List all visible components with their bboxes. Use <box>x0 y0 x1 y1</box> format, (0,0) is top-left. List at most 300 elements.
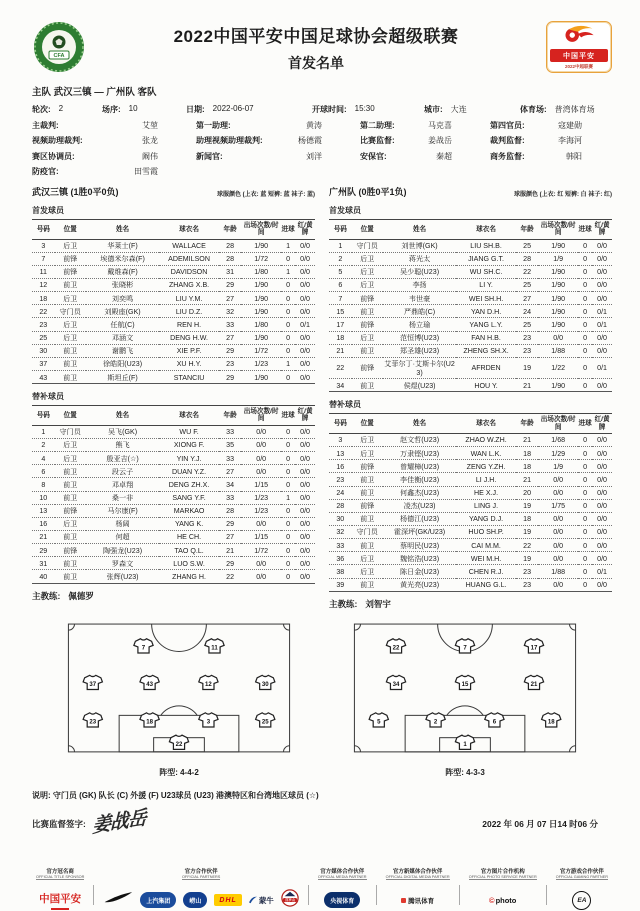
column-header: 号码 <box>329 414 352 434</box>
player-cell: 前卫 <box>352 486 383 499</box>
info-field <box>196 151 352 162</box>
player-cell: 1/90 <box>241 278 281 291</box>
away-coach-name: 刘智宇 <box>365 598 391 609</box>
column-header: 姓名 <box>383 414 457 434</box>
nike-swoosh-icon <box>103 892 133 904</box>
legend-note: 说明: 守门员 (GK) 队长 (C) 外援 (F) U23球员 (U23) 港澳特区和台湾地区球员 (☆) <box>32 790 319 800</box>
player-cell: 0 <box>281 344 295 357</box>
column-header: 姓名 <box>383 220 457 240</box>
player-cell: 0/1 <box>592 565 612 578</box>
player-cell: WU SH.C. <box>456 265 515 278</box>
table-header <box>32 220 315 240</box>
info-row <box>32 135 612 146</box>
player-cell: 0/0 <box>295 557 315 570</box>
player-cell: 1/68 <box>538 433 578 446</box>
sponsor-group <box>469 867 537 911</box>
player-cell: MARKAO <box>159 504 218 517</box>
svg-text:23: 23 <box>89 718 97 726</box>
sponsor-logo-saic-motor: 上汽集团 <box>140 892 176 908</box>
info-value: 2 <box>58 104 64 113</box>
player-cell: WU F. <box>159 425 218 438</box>
player-cell: 前卫 <box>352 305 383 318</box>
player-cell: DUAN Y.Z. <box>159 465 218 478</box>
player-cell: XU H.Y. <box>159 357 218 370</box>
column-header: 球衣名 <box>456 414 515 434</box>
info-value: 张龙 <box>142 136 158 145</box>
player-row <box>329 252 612 265</box>
home-formation <box>62 620 296 778</box>
player-cell: 1/9 <box>538 460 578 473</box>
column-header: 位置 <box>352 220 383 240</box>
player-cell: 1/75 <box>538 499 578 512</box>
player-cell: 0/0 <box>592 486 612 499</box>
player-cell: 前卫 <box>352 512 383 525</box>
player-cell: 0 <box>281 292 295 305</box>
info-value: 杨德霞 <box>298 136 322 145</box>
player-cell: 39 <box>329 578 352 591</box>
home-team-name: 武汉三镇 (1胜0平0负) <box>32 187 119 197</box>
sponsor-category-label: 官方游戏合作伙伴 <box>559 868 604 875</box>
player-cell: 段云子 <box>86 465 160 478</box>
player-cell: REN H. <box>159 318 218 331</box>
player-cell: 前卫 <box>352 344 383 357</box>
player-cell: 后卫 <box>352 278 383 291</box>
player-cell: 0 <box>281 570 295 583</box>
info-label: 裁判监督: <box>490 136 525 145</box>
player-cell: WEI SH.H. <box>456 292 515 305</box>
player-row <box>32 344 315 357</box>
player-row <box>32 478 315 491</box>
away-starters-table <box>329 219 612 392</box>
player-row <box>32 544 315 557</box>
player-cell: 22 <box>329 357 352 378</box>
player-cell: 22 <box>516 265 539 278</box>
player-cell: 0/0 <box>241 438 281 451</box>
svg-text:6: 6 <box>492 718 497 726</box>
player-shirt-icon <box>134 639 153 653</box>
player-row <box>329 278 612 291</box>
player-cell: 1 <box>281 239 295 252</box>
home-coach-name: 佩德罗 <box>68 590 94 601</box>
player-cell: 陶强龙(U23) <box>86 544 160 557</box>
svg-text:37: 37 <box>89 680 97 688</box>
player-cell: 韦世豪 <box>383 292 457 305</box>
player-cell: 杨立瑜 <box>383 318 457 331</box>
info-value: 2022-06-07 <box>212 104 254 113</box>
player-row <box>32 517 315 530</box>
player-cell: 18 <box>516 460 539 473</box>
player-cell: 0/0 <box>538 552 578 565</box>
player-cell: LIU Y.M. <box>159 292 218 305</box>
player-cell: 18 <box>516 512 539 525</box>
player-cell: 0 <box>281 504 295 517</box>
sponsors-strip <box>32 867 612 911</box>
player-cell: HE X.J. <box>456 486 515 499</box>
csl-badge-title: 中国平安 <box>550 49 608 62</box>
info-field <box>32 104 94 115</box>
sponsor-logo-dhl: DHL <box>214 894 241 906</box>
player-cell: 刘奕鸣 <box>86 292 160 305</box>
sponsor-logos-row <box>39 889 81 911</box>
player-cell: 2 <box>329 252 352 265</box>
player-shirt-icon <box>426 713 445 727</box>
player-cell: 0 <box>578 565 592 578</box>
home-formation-label: 阵型: 4-4-2 <box>159 767 199 777</box>
teams-section <box>32 185 612 610</box>
player-row <box>329 265 612 278</box>
player-cell: 28 <box>219 239 242 252</box>
player-cell: 1/72 <box>241 344 281 357</box>
info-field <box>102 104 178 115</box>
player-cell: 1/72 <box>241 252 281 265</box>
info-field <box>186 104 304 115</box>
print-datetime: 2022 年 06 月 07 日14 时06 分 <box>482 818 598 829</box>
player-cell: 2 <box>32 438 55 451</box>
player-cell: 30 <box>329 512 352 525</box>
player-cell: 0/0 <box>538 525 578 538</box>
player-shirt-icon <box>256 713 275 727</box>
away-starters-label: 首发球员 <box>329 206 361 215</box>
player-cell: 0/1 <box>592 318 612 331</box>
player-cell: 21 <box>516 473 539 486</box>
player-cell: 10 <box>32 491 55 504</box>
player-cell: 0/0 <box>295 292 315 305</box>
player-cell: 前卫 <box>55 465 86 478</box>
column-header: 进球 <box>281 406 295 426</box>
player-cell: 0 <box>578 447 592 460</box>
svg-text:12: 12 <box>205 680 212 688</box>
player-shirt-icon <box>524 675 543 689</box>
info-value: 刘洋 <box>306 151 322 161</box>
player-cell: 李佳衡(U23) <box>383 473 457 486</box>
player-cell: 19 <box>516 499 539 512</box>
pitch-svg <box>348 620 582 760</box>
info-row <box>32 120 612 131</box>
player-cell: 21 <box>32 530 55 543</box>
info-value: 李海河 <box>558 136 582 145</box>
column-header: 球衣名 <box>456 220 515 240</box>
player-shirt-icon <box>83 675 102 689</box>
player-cell: 0/0 <box>295 357 315 370</box>
player-cell: LI Y. <box>456 278 515 291</box>
player-cell: 0/0 <box>295 252 315 265</box>
player-cell: 13 <box>32 504 55 517</box>
player-row <box>329 292 612 305</box>
sponsor-logo-laoshan: 崂山 <box>183 892 207 908</box>
info-value: 马克喜 <box>428 120 452 130</box>
home-coach-label: 主教练: <box>32 590 61 601</box>
info-value: 寇建勋 <box>558 120 582 130</box>
player-cell: 霍深坪(GK/U23) <box>383 525 457 538</box>
player-cell: 23 <box>516 331 539 344</box>
player-cell: 36 <box>329 552 352 565</box>
sponsor-logos-row <box>324 889 360 911</box>
info-row <box>32 166 612 177</box>
player-cell: HOU Y. <box>456 379 515 392</box>
player-cell: 0 <box>578 252 592 265</box>
player-cell: 7 <box>329 292 352 305</box>
league-title: 2022中国平安中国足球协会超级联赛 <box>173 26 459 46</box>
player-cell: 32 <box>219 305 242 318</box>
header-row <box>32 220 315 240</box>
home-subs-label: 替补球员 <box>32 392 64 402</box>
player-row <box>32 292 315 305</box>
info-label: 新闻官: <box>196 151 223 161</box>
player-shirt-icon <box>485 713 504 727</box>
away-kit-colors: 球服颜色 (上衣: 红 短裤: 白 袜子: 红) <box>514 192 612 198</box>
player-cell: 万隶铿(U23) <box>383 447 457 460</box>
player-cell: 后卫 <box>55 438 86 451</box>
player-cell: 1 <box>281 357 295 370</box>
player-shirt-icon <box>455 735 474 749</box>
player-row <box>329 512 612 525</box>
player-cell: HE CH. <box>159 530 218 543</box>
player-cell: 3 <box>329 433 352 446</box>
player-cell: 31 <box>219 265 242 278</box>
player-cell: 1/90 <box>241 371 281 384</box>
player-cell: 1/90 <box>241 305 281 318</box>
player-cell: 8 <box>32 478 55 491</box>
player-cell: ADEMILSON <box>159 252 218 265</box>
player-cell: 34 <box>219 478 242 491</box>
player-cell: 0 <box>578 379 592 392</box>
player-cell: 0/0 <box>295 544 315 557</box>
away-coach-label: 主教练: <box>329 598 358 609</box>
player-cell: 前锋 <box>55 265 86 278</box>
column-header: 位置 <box>55 406 86 426</box>
svg-text:百岁山: 百岁山 <box>284 897 295 902</box>
player-cell: 前锋 <box>55 504 86 517</box>
player-cell: 0/0 <box>241 517 281 530</box>
player-cell: 杨阔 <box>86 517 160 530</box>
player-cell: 28 <box>219 504 242 517</box>
sponsor-divider <box>376 885 377 905</box>
player-cell: 0/1 <box>295 318 315 331</box>
player-cell: 前锋 <box>352 460 383 473</box>
player-cell: 0/1 <box>592 357 612 378</box>
player-row <box>32 570 315 583</box>
player-row <box>329 344 612 357</box>
player-cell: 28 <box>219 252 242 265</box>
match-info-block <box>32 104 612 177</box>
player-cell: 28 <box>329 499 352 512</box>
player-cell: 后卫 <box>352 252 383 265</box>
player-cell: 22 <box>516 539 539 552</box>
player-cell: AFRDEN <box>456 357 515 378</box>
player-cell: XIE P.F. <box>159 344 218 357</box>
column-header: 红/黄牌 <box>295 406 315 426</box>
player-cell: 前卫 <box>55 344 86 357</box>
player-cell: 0 <box>281 517 295 530</box>
svg-text:25: 25 <box>261 718 269 726</box>
player-cell: TAO Q.L. <box>159 544 218 557</box>
sponsor-group <box>556 867 608 911</box>
player-cell: 0 <box>578 499 592 512</box>
player-cell: 任航(C) <box>86 318 160 331</box>
player-cell: 19 <box>516 552 539 565</box>
player-row <box>329 331 612 344</box>
player-row <box>32 491 315 504</box>
player-cell: 前卫 <box>352 379 383 392</box>
sponsor-logo-ea: EA <box>572 891 591 910</box>
player-cell: 前卫 <box>352 539 383 552</box>
table-header <box>329 414 612 434</box>
player-cell: 0/0 <box>592 239 612 252</box>
copyright-icon: © <box>489 895 495 905</box>
svg-text:17: 17 <box>530 644 538 652</box>
svg-text:CFA: CFA <box>53 53 65 59</box>
player-cell: LING J. <box>456 499 515 512</box>
player-cell: 0/0 <box>592 265 612 278</box>
info-field <box>312 104 416 115</box>
player-cell: ZHANG X.B. <box>159 278 218 291</box>
sponsor-category-sublabel: OFFICIAL GAMING PARTNER <box>555 874 608 879</box>
player-cell: 19 <box>516 525 539 538</box>
supervisor-signature: 姜战岳 <box>91 806 146 838</box>
player-cell: 后卫 <box>352 552 383 565</box>
player-cell: 守门员 <box>352 525 383 538</box>
player-cell: 前锋 <box>55 544 86 557</box>
player-cell: 18 <box>329 331 352 344</box>
home-team-panel <box>32 185 315 610</box>
player-cell: 40 <box>32 570 55 583</box>
player-cell: 0 <box>578 265 592 278</box>
player-cell: 0/0 <box>295 478 315 491</box>
logo-underbar <box>51 908 69 910</box>
sponsor-logo-ganten <box>281 889 299 911</box>
column-header: 年龄 <box>516 220 539 240</box>
player-cell: CAI M.M. <box>456 539 515 552</box>
player-cell: 守门员 <box>55 425 86 438</box>
table-body <box>32 239 315 384</box>
player-cell: 0/0 <box>538 486 578 499</box>
player-cell: CHEN R.J. <box>456 565 515 578</box>
player-cell: HUANG G.L. <box>456 578 515 591</box>
info-label: 主裁判: <box>32 120 59 130</box>
player-shirt-icon <box>205 639 224 653</box>
player-row <box>329 539 612 552</box>
player-cell: 23 <box>516 344 539 357</box>
player-cell: 张辉(U23) <box>86 570 160 583</box>
sponsor-category-label: 官方新媒体合作伙伴 <box>392 868 443 875</box>
player-cell: LIU D.Z. <box>159 305 218 318</box>
player-shirt-icon <box>199 713 218 727</box>
info-row <box>32 151 612 162</box>
player-cell: YANG L.Y. <box>456 318 515 331</box>
player-cell: 37 <box>32 357 55 370</box>
info-label: 视频助理裁判: <box>32 136 83 145</box>
player-cell: LUO S.W. <box>159 557 218 570</box>
player-cell: 0 <box>578 433 592 446</box>
player-cell: 15 <box>329 305 352 318</box>
info-value: 秦超 <box>436 151 452 161</box>
player-cell: 后卫 <box>55 517 86 530</box>
info-label: 比赛监督: <box>360 136 395 145</box>
player-row <box>329 552 612 565</box>
player-cell: 35 <box>219 438 242 451</box>
player-cell: 0/0 <box>295 331 315 344</box>
player-cell: 0 <box>281 478 295 491</box>
player-cell: 李扬 <box>383 278 457 291</box>
player-cell: 25 <box>32 331 55 344</box>
player-cell: 0 <box>578 305 592 318</box>
info-field <box>32 120 188 131</box>
player-cell: 33 <box>329 539 352 552</box>
player-cell: 13 <box>329 447 352 460</box>
player-cell: 0/0 <box>295 278 315 291</box>
player-shirt-icon <box>83 713 102 727</box>
svg-text:30: 30 <box>261 680 269 688</box>
player-cell: YANG D.J. <box>456 512 515 525</box>
svg-text:7: 7 <box>463 644 467 652</box>
player-cell: 0 <box>281 318 295 331</box>
player-cell: 1/23 <box>241 504 281 517</box>
player-cell: 守门员 <box>352 239 383 252</box>
player-cell: 前卫 <box>55 491 86 504</box>
club-badge-icon <box>32 20 86 74</box>
table-header <box>329 220 612 240</box>
player-cell: 范恒博(U23) <box>383 331 457 344</box>
player-row <box>329 447 612 460</box>
player-cell: 43 <box>32 371 55 384</box>
player-cell: 0 <box>281 557 295 570</box>
player-cell: 0/1 <box>592 305 612 318</box>
player-cell: 0 <box>578 525 592 538</box>
sponsor-group <box>386 867 450 911</box>
player-cell: 0/0 <box>592 578 612 591</box>
player-cell: 0/0 <box>592 473 612 486</box>
player-cell: FAN H.B. <box>456 331 515 344</box>
player-cell: 0/0 <box>295 491 315 504</box>
player-cell: 6 <box>329 278 352 291</box>
column-header: 红/黄牌 <box>592 220 612 240</box>
player-cell: 谢鹏飞 <box>86 344 160 357</box>
player-cell: 1 <box>329 239 352 252</box>
player-cell: 18 <box>516 447 539 460</box>
player-cell: 1/9 <box>538 252 578 265</box>
column-header: 球衣名 <box>159 220 218 240</box>
home-pitch-diagram <box>62 620 296 765</box>
sponsor-category-label: 官方图片合作机构 <box>480 868 525 875</box>
player-cell: 蒋光太 <box>383 252 457 265</box>
player-cell: 38 <box>329 565 352 578</box>
player-cell: 蔡明民(U23) <box>383 539 457 552</box>
svg-text:22: 22 <box>392 644 400 652</box>
info-label: 防疫官: <box>32 167 59 176</box>
sponsor-divider <box>546 885 547 905</box>
player-cell: 0/0 <box>592 525 612 538</box>
player-cell: 0/0 <box>295 530 315 543</box>
player-cell: 0/0 <box>295 504 315 517</box>
player-cell: 0 <box>281 252 295 265</box>
player-cell: 1/22 <box>538 357 578 378</box>
player-cell: 前卫 <box>55 478 86 491</box>
info-label: 商务监督: <box>490 151 525 161</box>
player-row <box>329 525 612 538</box>
sponsor-logo-osports-photo <box>489 896 516 905</box>
player-cell: 0 <box>578 331 592 344</box>
player-cell: 0 <box>578 318 592 331</box>
title-block <box>86 22 546 73</box>
column-header: 号码 <box>329 220 352 240</box>
player-cell: ZENG Y.ZH. <box>456 460 515 473</box>
matchup-line: 主队 武汉三镇 — 广州队 客队 <box>32 87 157 98</box>
svg-text:18: 18 <box>547 718 555 726</box>
mengniu-swoosh-icon <box>249 896 257 904</box>
player-cell: WEI M.H. <box>456 552 515 565</box>
player-cell: 31 <box>32 557 55 570</box>
player-cell: 33 <box>219 491 242 504</box>
